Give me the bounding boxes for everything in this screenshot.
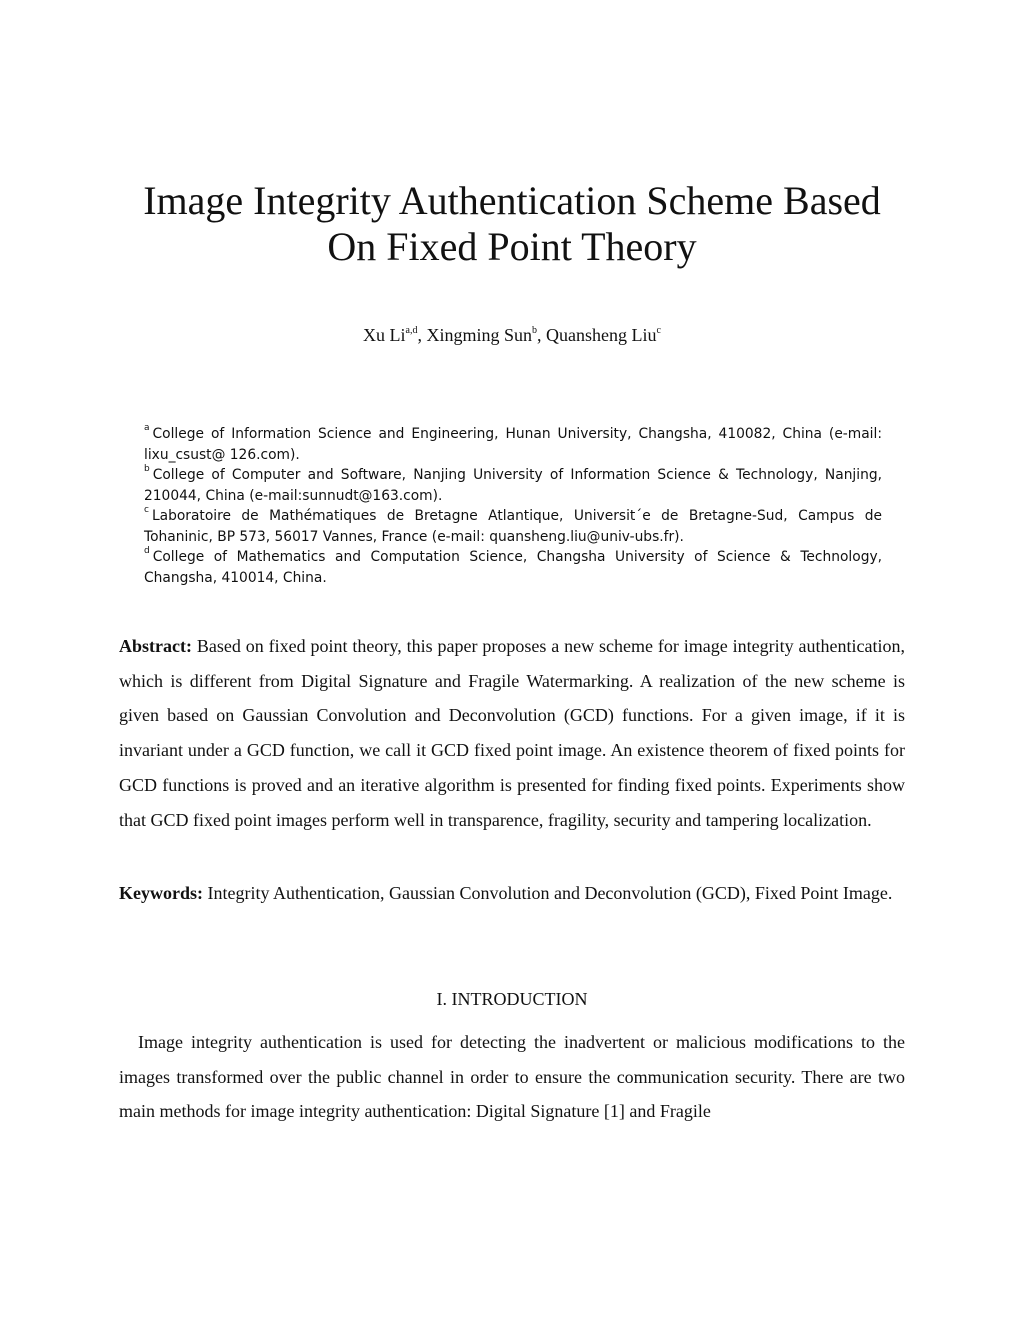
affiliation-mark: a — [144, 423, 150, 434]
affiliation-item — [144, 465, 882, 506]
author-affiliation-mark: b — [532, 325, 538, 336]
affiliation-text: College of Mathematics and Computation Science, Changsha University of Science & Technology, Changsha, 410014, China. — [144, 549, 882, 586]
affiliation-item — [144, 547, 882, 588]
author-name: Xingming Sun — [426, 325, 533, 345]
affiliation-item — [144, 424, 882, 465]
paper-title-line-2: On Fixed Point Theory — [327, 224, 697, 269]
author-separator: , — [417, 325, 427, 345]
keywords — [119, 871, 905, 915]
author-separator: , — [537, 325, 547, 345]
affiliation-text: College of Information Science and Engineering, Hunan University, Changsha, 410082, China (e-mail: lixu_csust@ 126.com). — [144, 426, 882, 463]
paper-title — [120, 178, 904, 270]
abstract-label: Abstract: — [119, 636, 192, 656]
affiliation-mark: d — [144, 546, 150, 557]
affiliation-mark: c — [144, 505, 149, 516]
author-affiliation-mark: a,d — [405, 325, 418, 336]
author-name: Quansheng Liu — [546, 325, 657, 345]
affiliation-text: College of Computer and Software, Nanjing University of Information Science & Technology, Nanjing, 210044, China (e-mail:sunnudt@163.com). — [144, 467, 882, 504]
abstract — [119, 629, 905, 837]
author-list — [120, 324, 904, 346]
author-affiliation-mark: c — [656, 325, 661, 336]
paper-title-line-1: Image Integrity Authentication Scheme Based — [143, 178, 881, 223]
affiliation-item — [144, 506, 882, 547]
affiliation-mark: b — [144, 464, 150, 475]
affiliation-list — [144, 424, 882, 588]
affiliation-text: Laboratoire de Mathématiques de Bretagne Atlantique, Universit´e de Bretagne-Sud, Campus de Tohaninic, BP 573, 56017 Vannes, France (e-mail: quansheng.liu@univ-ubs.fr). — [144, 508, 882, 545]
keywords-text: Integrity Authentication, Gaussian Convolution and Deconvolution (GCD), Fixed Point Image. — [207, 883, 893, 903]
introduction-paragraph: Image integrity authentication is used for detecting the inadvertent or malicious modifications to the images transformed over the public channel in order to ensure the communication security. There are two main methods for image integrity authentication: Digital Signature [1] and Fragile — [119, 1032, 905, 1122]
author-name: Xu Li — [363, 325, 406, 345]
section-heading-introduction: I. INTRODUCTION — [436, 989, 588, 1009]
abstract-text: Based on fixed point theory, this paper proposes a new scheme for image integrity authentication, which is different from Digital Signature and Fragile Watermarking. A realization of the new scheme is given based on Gaussian Convolution and Deconvolution (GCD) functions. For a given image, if it is invariant under a GCD function, we call it GCD fixed point image. An existence theorem of fixed points for GCD functions is proved and an iterative algorithm is presented for finding fixed points. Experiments show that GCD fixed point images perform well in transparence, fragility, security and tampering localization. — [119, 636, 906, 830]
keywords-label: Keywords: — [119, 883, 203, 903]
